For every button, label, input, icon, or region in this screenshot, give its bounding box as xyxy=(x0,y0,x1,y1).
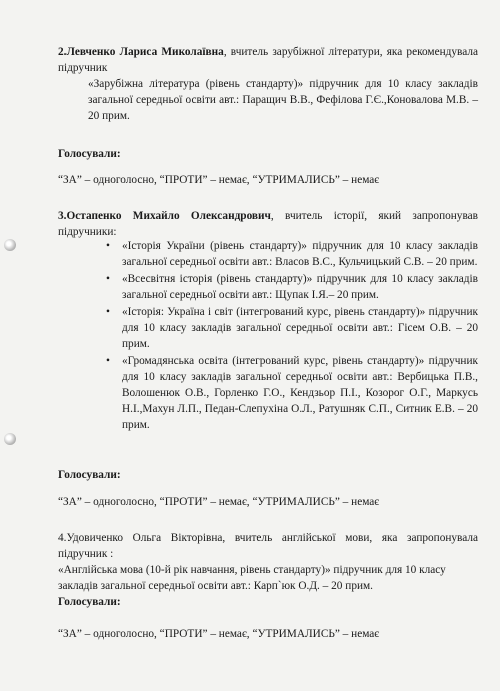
punch-hole xyxy=(4,239,16,251)
vote-result-3: “ЗА” – одноголосно, “ПРОТИ” – немає, “УТРИМАЛИСЬ” – немає xyxy=(58,628,380,640)
list-item xyxy=(106,271,478,303)
list-item-text: «Всесвітня історія (рівень стандарту)» підручник для 10 класу закладів загальної середньої освіти авт.: Щупак І.Я.– 20 прим. xyxy=(122,273,478,301)
speaker-4-paragraph xyxy=(58,530,478,562)
speaker-2-name: 2.Левченко Лариса Миколаївна xyxy=(58,46,224,58)
bullet-icon: • xyxy=(106,306,110,318)
speaker-2-paragraph xyxy=(58,44,478,76)
textbook-list xyxy=(106,238,478,434)
speaker-3-paragraph xyxy=(58,208,478,240)
speaker-2-textbook: «Зарубіжна література (рівень стандарту)» підручник для 10 класу закладів загальної середньої освіти авт.: Паращич В.В., Фефілова Г.Є.,Коновалова М.В. – 20 прим. xyxy=(88,78,478,122)
vote-result-1: “ЗА” – одноголосно, “ПРОТИ” – немає, “УТРИМАЛИСЬ” – немає xyxy=(58,174,380,186)
list-item xyxy=(106,238,478,270)
speaker-4-name: 4.Удовиченко Ольга Вікторівна xyxy=(58,532,223,544)
bullet-icon: • xyxy=(106,273,110,285)
vote-result-2: “ЗА” – одноголосно, “ПРОТИ” – немає, “УТРИМАЛИСЬ” – немає xyxy=(58,496,380,508)
list-item xyxy=(106,304,478,352)
list-item-text: «Історія: Україна і світ (інтегрований курс, рівень стандарту)» підручник для 10 класу закладів загальної середньої освіти авт.: Гісем О.В. – 20 прим. xyxy=(122,306,478,350)
speaker-3-name: 3.Остапенко Михайло Олександрович xyxy=(58,210,271,222)
speaker-4-role: , вчитель англійської мови, яка запропонувала підручник : xyxy=(58,532,479,560)
speaker-3-role: , вчитель історії, який запропонував підручники: xyxy=(58,210,478,238)
vote-heading-3: Голосували: xyxy=(58,596,121,608)
list-item-text: «Громадянська освіта (інтегрований курс, рівень стандарту)» підручник для 10 класу закладів загальної середньої освіти авт.: Вербицька П.В., Волошенюк О.В., Горленко Г.О., Кендзьор П.І., Козорог О.Г., Маркусь Н.І.,Махун Л.П., Педан-Слепухіна О.Л., Ратушняк С.П., Ситник Е.В. – 20 прим. xyxy=(122,355,478,431)
speaker-2-role: , вчитель зарубіжної літератури, яка рекомендувала підручник xyxy=(58,46,478,74)
bullet-icon: • xyxy=(106,355,110,367)
punch-hole xyxy=(4,433,16,445)
list-item xyxy=(106,353,478,433)
speaker-4-textbook: «Англійська мова (10-й рік навчання, рівень стандарту)» підручник для 10 класу закладів загальної середньої освіти авт.: Карп`юк О.Д. – 20 прим. xyxy=(58,564,446,592)
bullet-icon: • xyxy=(106,240,110,252)
list-item-text: «Історія України (рівень стандарту)» підручник для 10 класу закладів загальної середньої освіти авт.: Власов В.С., Кульчицький С.В. – 20 прим. xyxy=(122,240,478,268)
vote-heading-2: Голосували: xyxy=(58,469,121,481)
vote-heading-1: Голосували: xyxy=(58,148,121,160)
